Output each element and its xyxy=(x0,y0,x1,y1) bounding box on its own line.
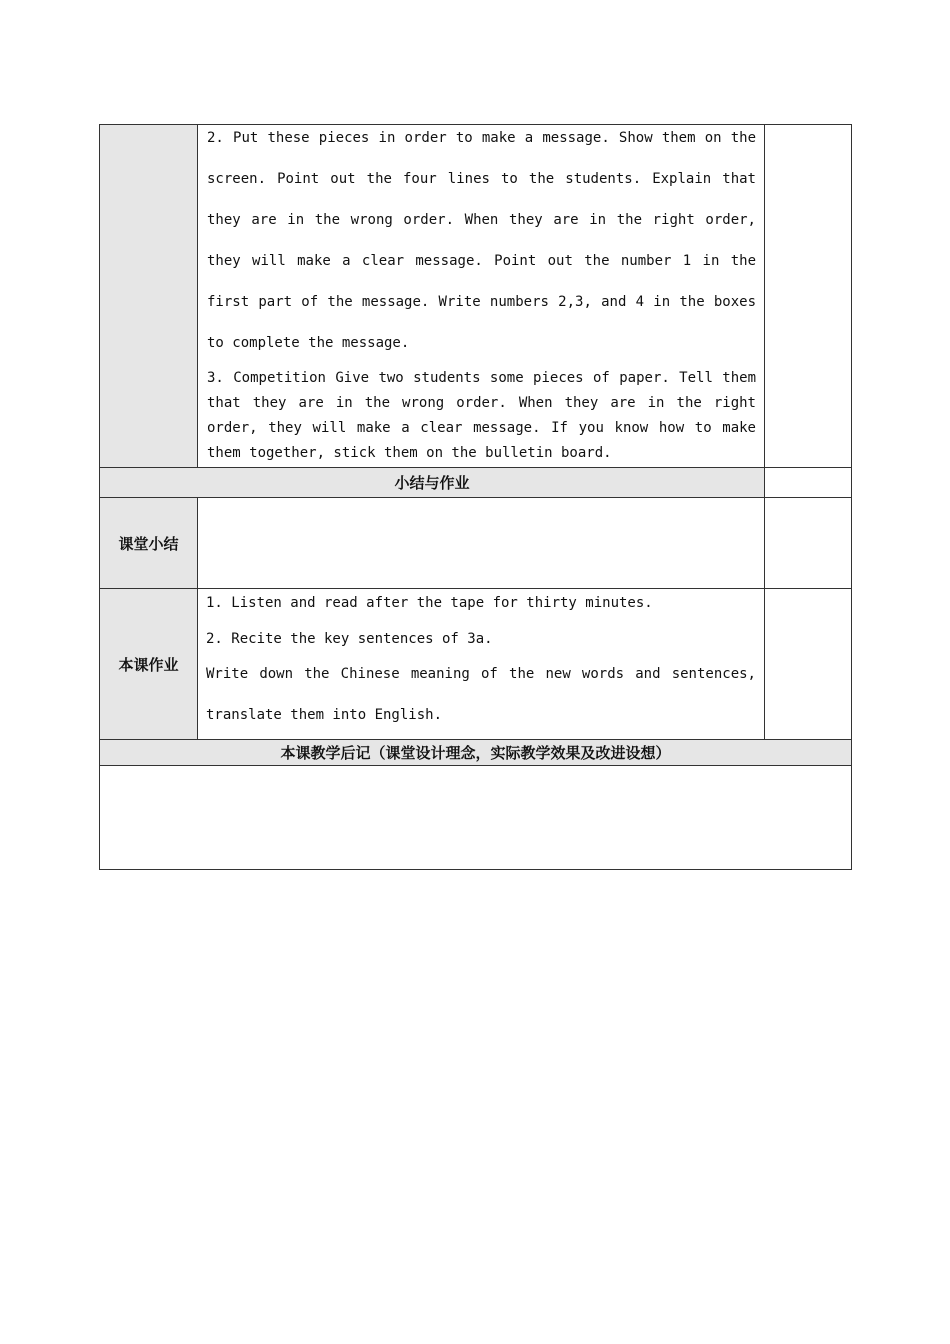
reflection-content xyxy=(100,766,852,870)
class-summary-row xyxy=(100,498,852,589)
step-3-text: 3. Competition Give two students some pieces of paper. Tell them that they are in the wrong order. When they are in the right order, they will make a clear message. If you know how to make them together, stick them on the bulletin board. xyxy=(207,370,756,461)
class-summary-content xyxy=(198,498,765,589)
reflection-content-row xyxy=(100,766,852,870)
homework-item-1: 1. Listen and read after the tape for thirty minutes. xyxy=(206,595,653,611)
homework-row xyxy=(100,589,852,740)
step-2-text: 2. Put these pieces in order to make a message. Show them on the screen. Point out the four lines to the students. Explain that they are in the wrong order. When they are in the right order, they will make a clear message. Point out the number 1 in the first part of the message. Write numbers 2,3, and 4 in the boxes to complete the message. xyxy=(207,130,756,351)
class-summary-label: 课堂小结 xyxy=(100,498,198,589)
homework-notes-cell xyxy=(765,589,852,740)
procedure-content-cell xyxy=(198,125,765,468)
procedure-label-cell xyxy=(100,125,198,468)
summary-section-row xyxy=(100,468,852,498)
procedure-row xyxy=(100,125,852,468)
procedure-notes-cell xyxy=(765,125,852,468)
class-summary-notes-cell xyxy=(765,498,852,589)
summary-section-notes-cell xyxy=(765,468,852,498)
homework-content-cell xyxy=(198,589,765,740)
lesson-plan-table xyxy=(99,124,852,870)
reflection-title: 本课教学后记（课堂设计理念，实际教学效果及改进设想） xyxy=(100,740,852,766)
homework-item-2: 2. Recite the key sentences of 3a. xyxy=(206,631,493,647)
homework-item-3: Write down the Chinese meaning of the new words and sentences, translate them into English. xyxy=(206,666,756,723)
reflection-header-row xyxy=(100,740,852,766)
summary-section-title: 小结与作业 xyxy=(100,468,765,498)
homework-label: 本课作业 xyxy=(100,589,198,740)
